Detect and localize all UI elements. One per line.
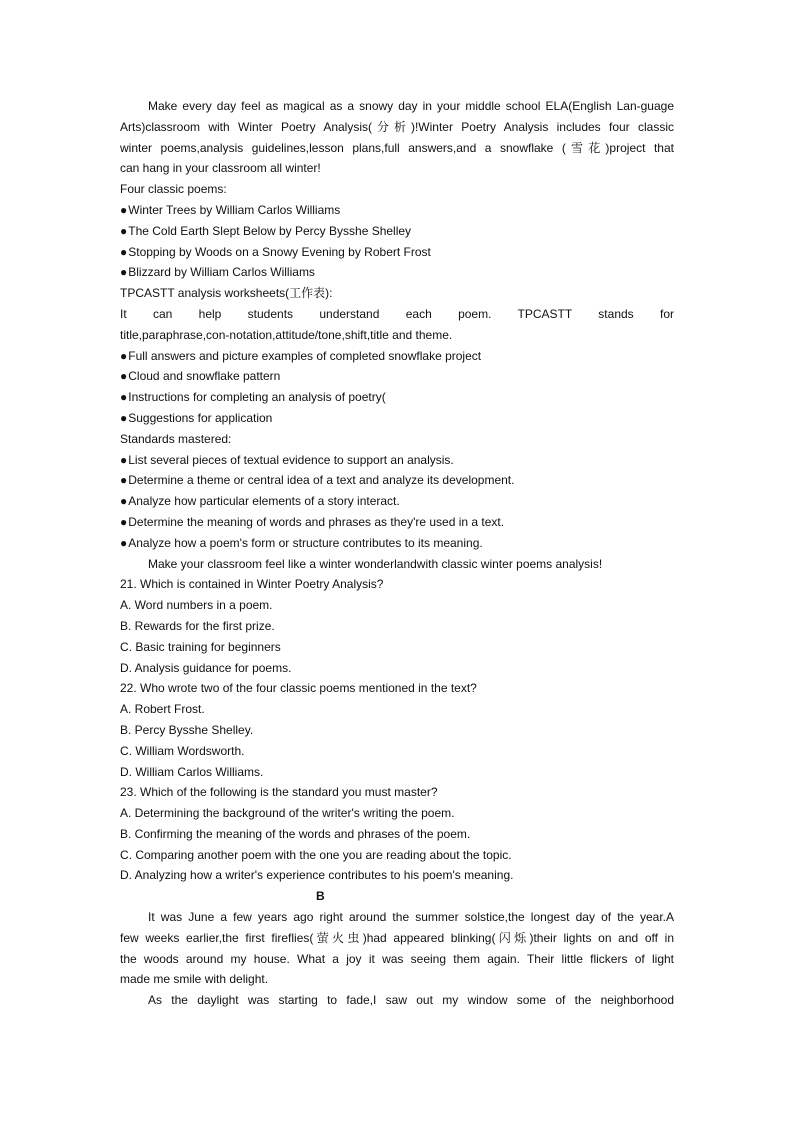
answer-option: B. Confirming the meaning of the words and phrases of the poem.: [120, 826, 471, 841]
answer-option: B. Percy Bysshe Shelley.: [120, 722, 254, 737]
worksheets-description: [120, 304, 674, 346]
worksheets-heading: TPCASTT analysis worksheets(工作表):: [120, 286, 333, 301]
standards-list: [120, 450, 674, 554]
question-21: [120, 574, 674, 678]
text-line: made me smile with delight.: [120, 972, 269, 987]
answer-option: C. William Wordsworth.: [120, 743, 245, 758]
list-item: ● Winter Trees by William Carlos Williams: [120, 200, 674, 221]
passage-b-paragraph-2: [120, 990, 674, 1011]
list-item: ● Determine a theme or central idea of a text and analyze its development.: [120, 470, 674, 491]
list-item: ● Analyze how particular elements of a story interact.: [120, 491, 674, 512]
list-item: ● Blizzard by William Carlos Williams: [120, 262, 674, 283]
list-item: ● List several pieces of textual evidence to support an analysis.: [120, 450, 674, 471]
question-23: [120, 782, 674, 886]
question-stem: 21. Which is contained in Winter Poetry Analysis?: [120, 577, 384, 592]
text-line: few weeks earlier,the first fireflies(萤火虫)had appeared blinking(闪烁)their lights on and off in: [120, 930, 674, 945]
list-item: ● Determine the meaning of words and phrases as they're used in a text.: [120, 512, 674, 533]
text-line: the woods around my house. What a joy it was seeing them again. Their little flickers of light: [120, 951, 674, 966]
list-item: ● Suggestions for application: [120, 408, 674, 429]
poems-heading: Four classic poems:: [120, 182, 227, 197]
text-line: Make every day feel as magical as a snowy day in your middle school ELA(English Lan-guage: [148, 99, 674, 113]
answer-option: B. Rewards for the first prize.: [120, 618, 275, 633]
list-item: ● Stopping by Woods on a Snowy Evening by Robert Frost: [120, 242, 674, 263]
text-line: It was June a few years ago right around the summer solstice,the longest day of the year.A: [148, 910, 674, 925]
answer-option: D. Analysis guidance for poems.: [120, 660, 292, 675]
answer-option: A. Determining the background of the writer's writing the poem.: [120, 806, 455, 821]
answer-option: D. Analyzing how a writer's experience contributes to his poem's meaning.: [120, 868, 514, 883]
answer-option: C. Basic training for beginners: [120, 639, 281, 654]
text-line: winter poems,analysis guidelines,lesson plans,full answers,and a snowflake (雪花)project that: [120, 140, 674, 155]
document-page: [120, 96, 674, 1011]
intro-paragraph: [120, 96, 674, 179]
closing-line: Make your classroom feel like a winter wonderlandwith classic winter poems analysis!: [148, 556, 603, 571]
list-item: ● Analyze how a poem's form or structure contributes to its meaning.: [120, 533, 674, 554]
answer-option: A. Word numbers in a poem.: [120, 598, 273, 613]
question-stem: 22. Who wrote two of the four classic poems mentioned in the text?: [120, 681, 477, 696]
text-line: can hang in your classroom all winter!: [120, 161, 321, 176]
standards-heading: Standards mastered:: [120, 431, 232, 446]
text-line: Arts)classroom with Winter Poetry Analysis(分析)!Winter Poetry Analysis includes four classic: [120, 119, 674, 134]
passage-b-paragraph-1: [120, 907, 674, 990]
answer-option: A. Robert Frost.: [120, 702, 205, 717]
question-22: [120, 678, 674, 782]
answer-option: C. Comparing another poem with the one you are reading about the topic.: [120, 847, 512, 862]
text-line: title,paraphrase,con-notation,attitude/tone,shift,title and theme.: [120, 327, 453, 342]
answer-option: D. William Carlos Williams.: [120, 764, 264, 779]
features-list: [120, 346, 674, 429]
text-line: It can help students understand each poem. TPCASTT stands for: [120, 306, 674, 321]
list-item: ● Instructions for completing an analysis of poetry(: [120, 387, 674, 408]
poems-list: [120, 200, 674, 283]
question-stem: 23. Which of the following is the standard you must master?: [120, 785, 438, 800]
text-line: As the daylight was starting to fade,I saw out my window some of the neighborhood: [148, 993, 674, 1008]
list-item: ● The Cold Earth Slept Below by Percy Bysshe Shelley: [120, 221, 674, 242]
passage-label: B: [316, 889, 325, 904]
list-item: ● Cloud and snowflake pattern: [120, 366, 674, 387]
list-item: ● Full answers and picture examples of completed snowflake project: [120, 346, 674, 367]
